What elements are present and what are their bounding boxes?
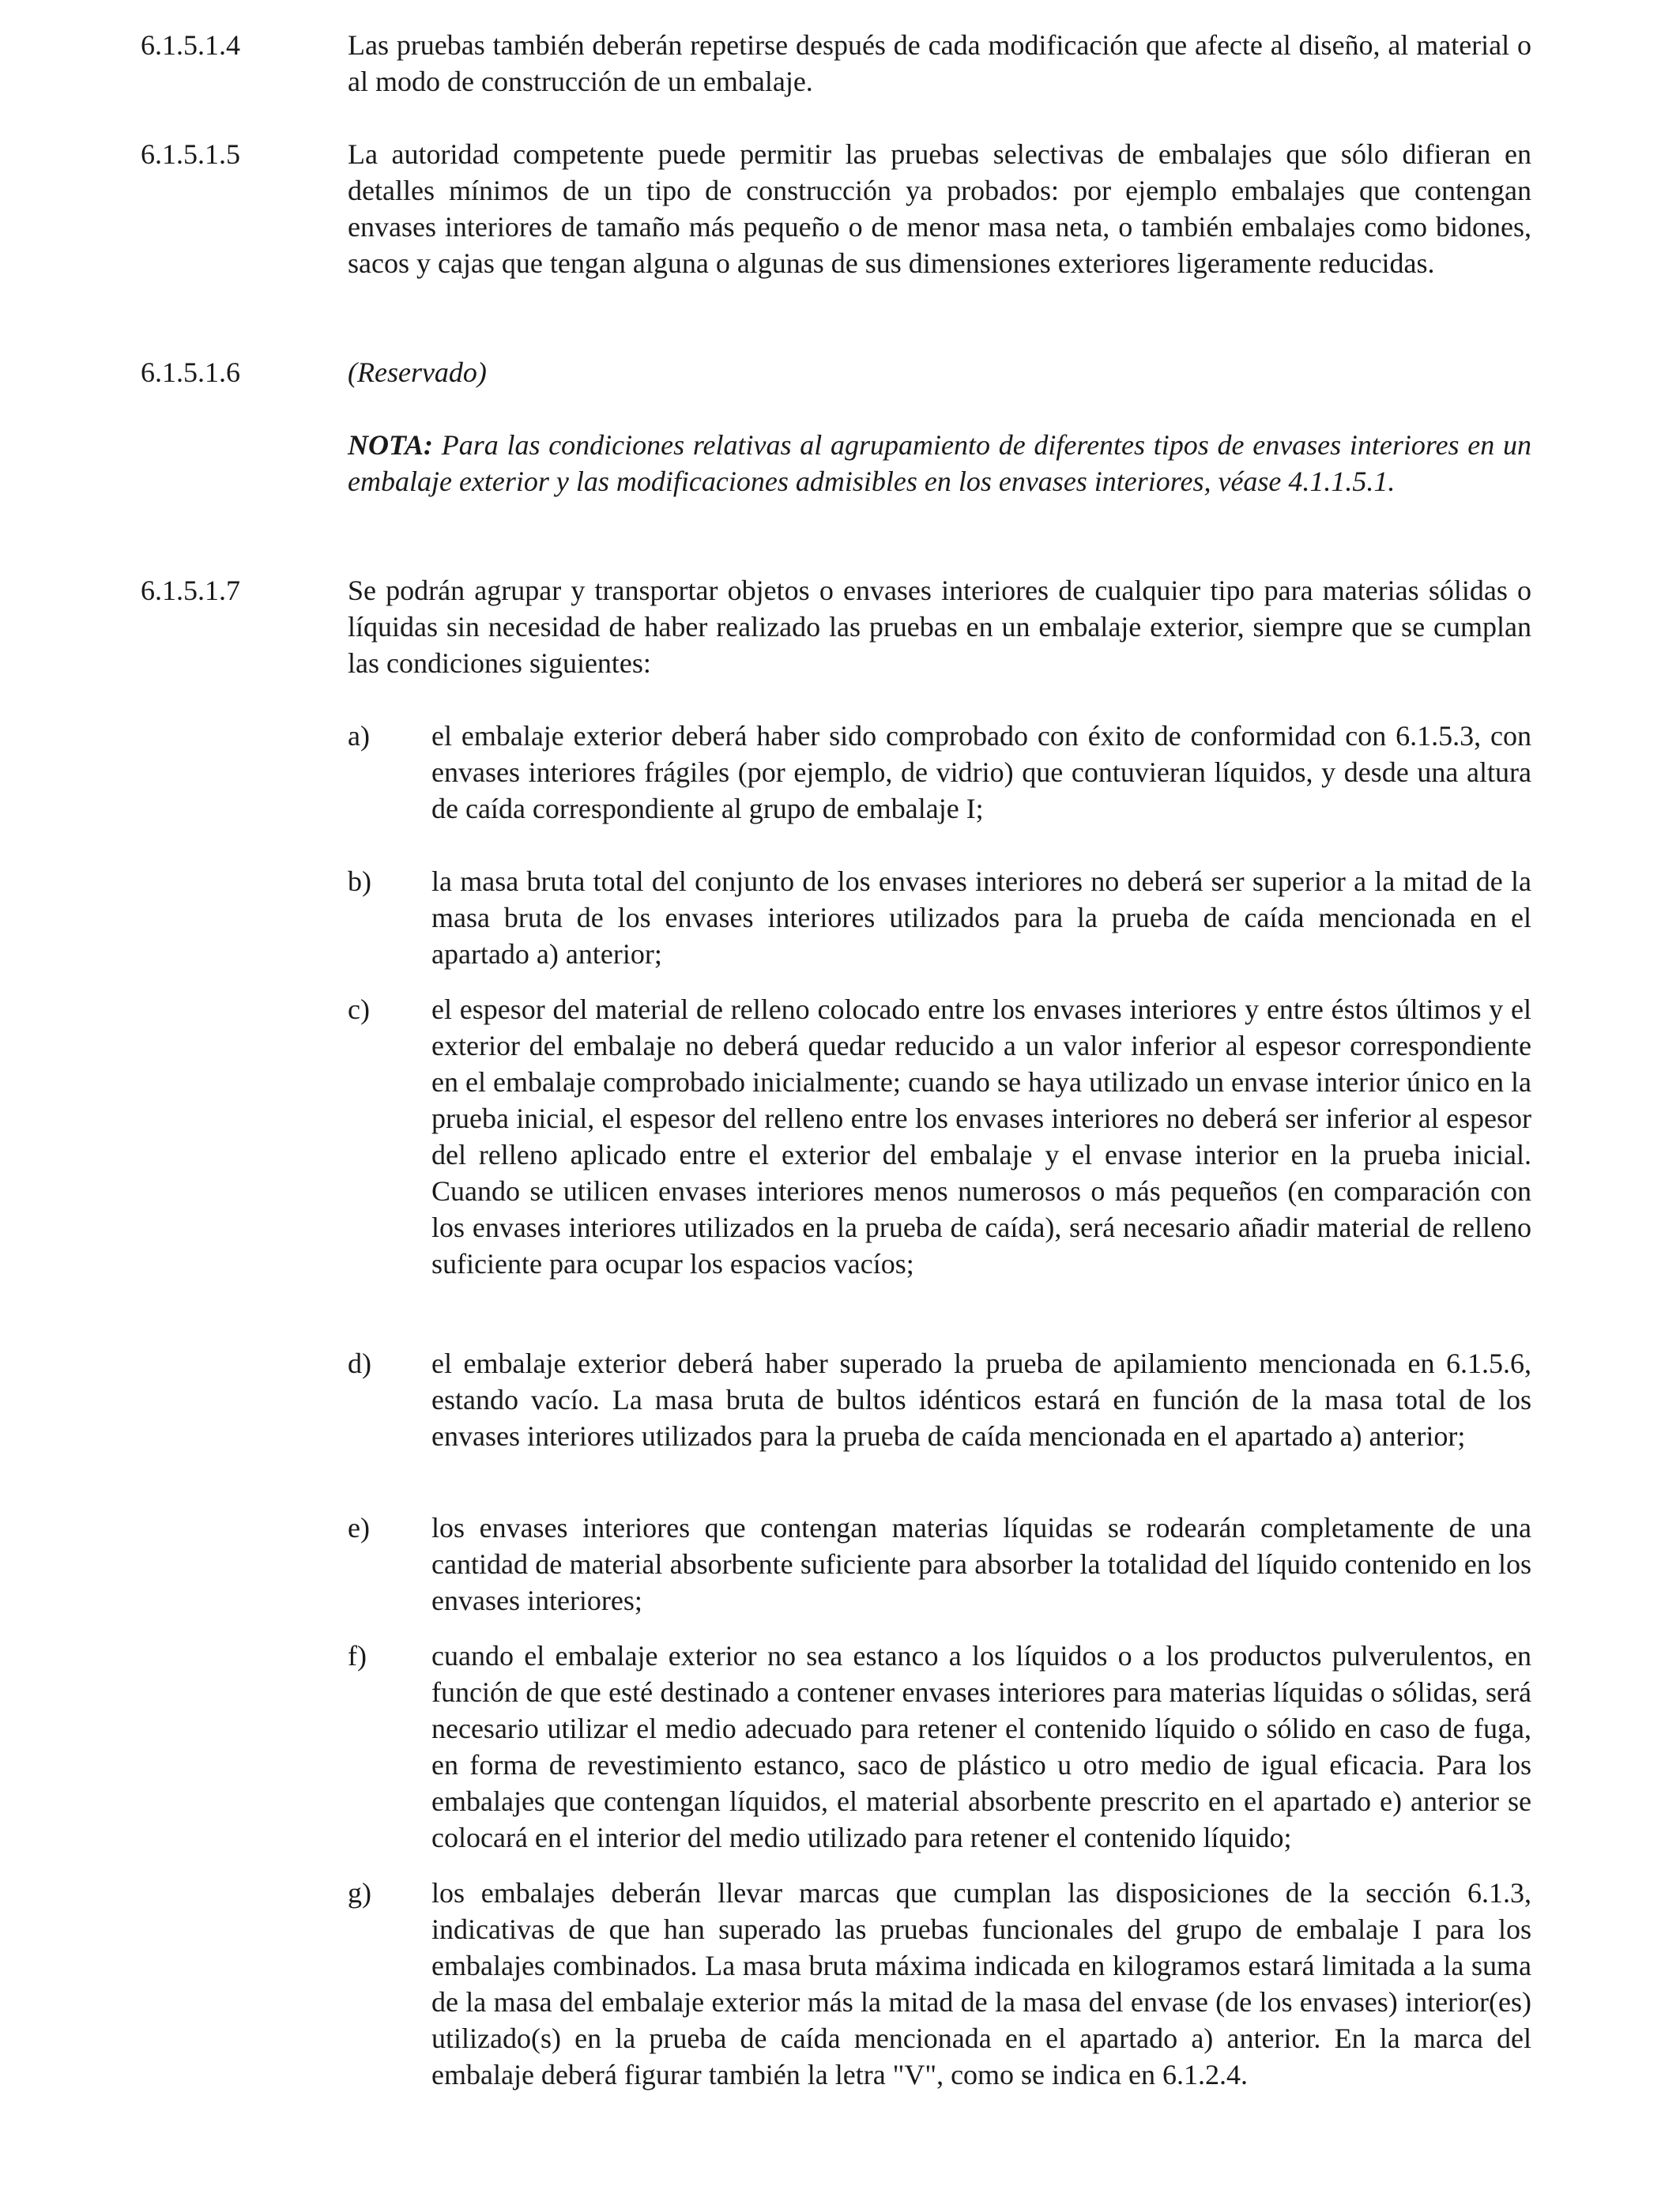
note-label: NOTA:	[348, 429, 433, 461]
item-text: los envases interiores que contengan materias líquidas se rodearán completamente de una cantidad de material absorbente suficiente para absorber la totalidad del líquido contenido en los envases interiores;	[431, 1512, 1531, 1616]
item-text: cuando el embalaje exterior no sea estanco a los líquidos o a los productos pulverulentos, en función de que esté destinado a contener envases interiores para materias líquidas o sólidas, será necesario utilizar el medio adecuado para retener el contenido líquido o sólido en caso de fuga, en forma de revestimiento estanco, saco de plástico u otro medio de igual eficacia. Para los embalajes que contengan líquidos, el material absorbente prescrito en el apartado e) anterior se colocará en el interior del medio utilizado para retener el contenido líquido;	[431, 1640, 1531, 1853]
section-text: (Reservado)	[348, 356, 487, 388]
note-body: Para las condiciones relativas al agrupamiento de diferentes tipos de envases interiores en un embalaje exterior y las modificaciones admisibles en los envases interiores, véase 4.1.1.5.1.	[348, 429, 1531, 497]
section-number: 6.1.5.1.5	[141, 138, 240, 170]
item-letter: a)	[348, 720, 370, 752]
section-number: 6.1.5.1.4	[141, 29, 240, 61]
item-text: los embalajes deberán llevar marcas que cumplan las disposiciones de la sección 6.1.3, indicativas de que han superado las pruebas funcionales del grupo de embalaje I para los embalajes combinados. La masa bruta máxima indicada en kilogramos estará limitada a la suma de la masa del embalaje exterior más la mitad de la masa del envase (de los envases) interior(es) utilizado(s) en la prueba de caída mencionada en el apartado a) anterior. En la marca del embalaje deberá figurar también la letra "V", como se indica en 6.1.2.4.	[431, 1877, 1531, 2090]
item-letter: g)	[348, 1877, 371, 1909]
item-letter: c)	[348, 993, 370, 1025]
section-text: Se podrán agrupar y transportar objetos o envases interiores de cualquier tipo para materias sólidas o líquidas sin necesidad de haber realizado las pruebas en un embalaje exterior, siempre que se cumplan las condiciones siguientes:	[348, 575, 1531, 679]
section-number: 6.1.5.1.7	[141, 575, 240, 606]
item-letter: f)	[348, 1640, 367, 1672]
item-letter: e)	[348, 1512, 370, 1544]
item-letter: d)	[348, 1348, 371, 1379]
item-text: el espesor del material de relleno colocado entre los envases interiores y entre éstos últimos y el exterior del embalaje no deberá quedar reducido a un valor inferior al espesor correspondiente en el embalaje comprobado inicialmente; cuando se haya utilizado un envase interior único en la prueba inicial, el espesor del relleno entre los envases interiores no deberá ser inferior al espesor del relleno aplicado entre el exterior del embalaje y el envase interior en la prueba inicial. Cuando se utilicen envases interiores menos numerosos o más pequeños (en comparación con los envases interiores utilizados en la prueba de caída), será necesario añadir material de relleno suficiente para ocupar los espacios vacíos;	[431, 993, 1531, 1280]
section-text: La autoridad competente puede permitir las pruebas selectivas de embalajes que sólo difieran en detalles mínimos de un tipo de construcción ya probados: por ejemplo embalajes que contengan envases interiores de tamaño más pequeño o de menor masa neta, o también embalajes como bidones, sacos y cajas que tengan alguna o algunas de sus dimensiones exteriores ligeramente reducidas.	[348, 138, 1531, 279]
item-text: el embalaje exterior deberá haber superado la prueba de apilamiento mencionada en 6.1.5.6, estando vacío. La masa bruta de bultos idénticos estará en función de la masa total de los envases interiores utilizados para la prueba de caída mencionada en el apartado a) anterior;	[431, 1348, 1531, 1452]
section-text: Las pruebas también deberán repetirse después de cada modificación que afecte al diseño, al material o al modo de construcción de un embalaje.	[348, 29, 1531, 97]
item-text: el embalaje exterior deberá haber sido comprobado con éxito de conformidad con 6.1.5.3, con envases interiores frágiles (por ejemplo, de vidrio) que contuvieran líquidos, y desde una altura de caída correspondiente al grupo de embalaje I;	[431, 720, 1531, 824]
item-letter: b)	[348, 865, 371, 897]
note-text	[348, 427, 1531, 499]
item-text: la masa bruta total del conjunto de los envases interiores no deberá ser superior a la mitad de la masa bruta de los envases interiores utilizados para la prueba de caída mencionada en el apartado a) anterior;	[431, 865, 1531, 970]
section-number: 6.1.5.1.6	[141, 356, 240, 388]
